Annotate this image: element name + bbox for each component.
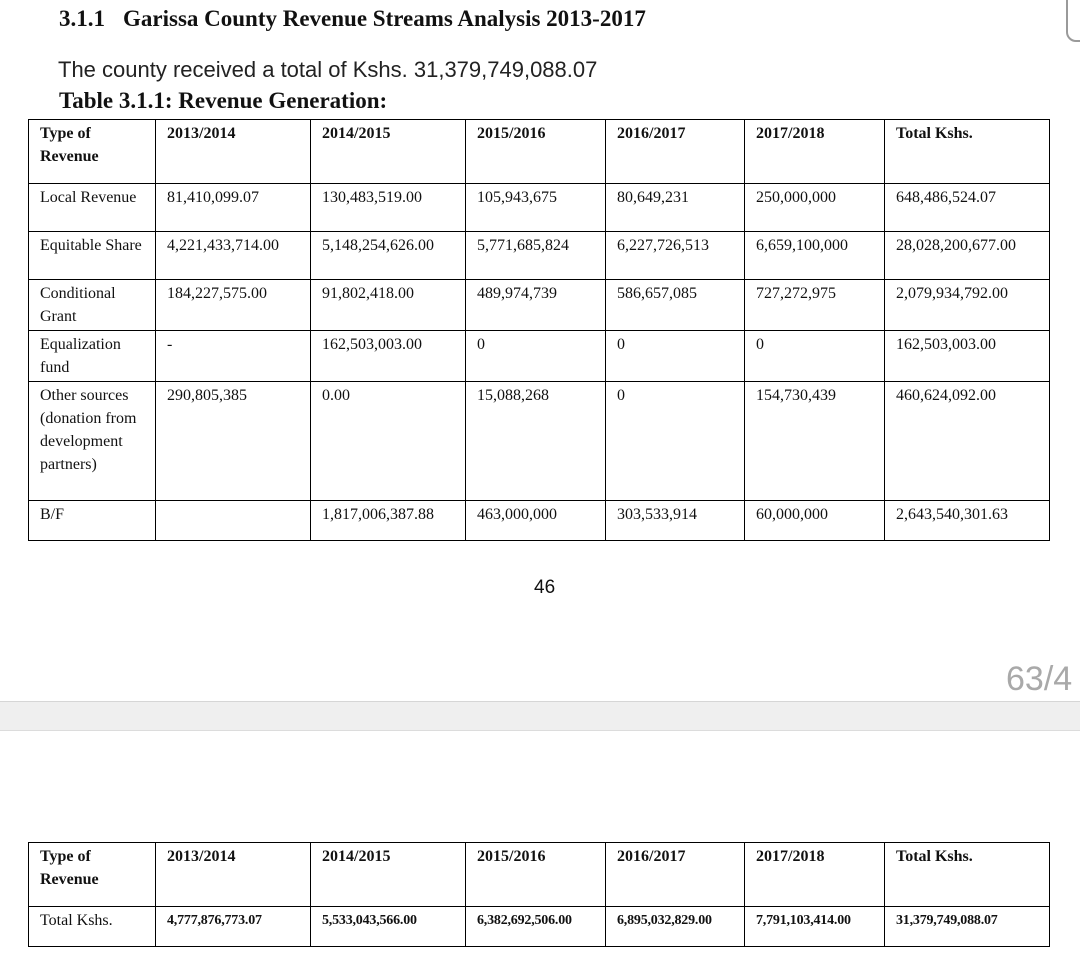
table-cell: 250,000,000	[745, 184, 885, 232]
table-cell: 15,088,268	[466, 382, 606, 501]
table-cell: -	[156, 331, 311, 382]
revenue-table-continued	[28, 842, 1050, 947]
table-row	[29, 280, 1050, 331]
table-row	[29, 184, 1050, 232]
table-cell: 648,486,524.07	[885, 184, 1050, 232]
column-header: 2016/2017	[606, 843, 745, 907]
column-header: 2016/2017	[606, 120, 745, 184]
table-cell: 6,659,100,000	[745, 232, 885, 280]
column-header: 2014/2015	[311, 120, 466, 184]
table-cell: 0.00	[311, 382, 466, 501]
table-cell: 1,817,006,387.88	[311, 501, 466, 541]
total-row	[29, 907, 1050, 947]
table-cell: 6,227,726,513	[606, 232, 745, 280]
column-header: Type of Revenue	[29, 843, 156, 907]
column-header: 2013/2014	[156, 120, 311, 184]
table-row	[29, 331, 1050, 382]
column-header: 2014/2015	[311, 843, 466, 907]
table-cell: 2,643,540,301.63	[885, 501, 1050, 541]
table-cell: 4,221,433,714.00	[156, 232, 311, 280]
column-header: Total Kshs.	[885, 120, 1050, 184]
column-header: 2015/2016	[466, 843, 606, 907]
table-cell: 91,802,418.00	[311, 280, 466, 331]
table-cell: 81,410,099.07	[156, 184, 311, 232]
table-cell	[156, 501, 311, 541]
table-cell: 162,503,003.00	[311, 331, 466, 382]
column-header: 2013/2014	[156, 843, 311, 907]
table-cell: 0	[745, 331, 885, 382]
table-cell: 105,943,675	[466, 184, 606, 232]
table-cell: 60,000,000	[745, 501, 885, 541]
page-separator	[0, 701, 1080, 731]
scroll-handle[interactable]	[1066, 0, 1080, 42]
table-cell: 162,503,003.00	[885, 331, 1050, 382]
table-cell: 727,272,975	[745, 280, 885, 331]
column-header: Type of Revenue	[29, 120, 156, 184]
table-cell: 460,624,092.00	[885, 382, 1050, 501]
section-heading	[59, 6, 646, 32]
table-cell: 5,148,254,626.00	[311, 232, 466, 280]
total-cell: 6,895,032,829.00	[606, 907, 745, 947]
column-header: Total Kshs.	[885, 843, 1050, 907]
page-counter: 63/4	[1006, 660, 1073, 698]
table-cell: 80,649,231	[606, 184, 745, 232]
table-cell: 28,028,200,677.00	[885, 232, 1050, 280]
total-cell: 31,379,749,088.07	[885, 907, 1050, 947]
total-cell: 4,777,876,773.07	[156, 907, 311, 947]
table-row	[29, 382, 1050, 501]
intro-text: The county received a total of Kshs. 31,379,749,088.07	[58, 57, 598, 82]
table-cell: 0	[606, 331, 745, 382]
revenue-table	[28, 119, 1050, 541]
row-label: Other sources (donation from development partners)	[29, 382, 156, 501]
row-label: Total Kshs.	[29, 907, 156, 947]
table-header-row	[29, 120, 1050, 184]
section-number: 3.1.1	[59, 6, 105, 31]
table-cell: 290,805,385	[156, 382, 311, 501]
table-header-row	[29, 843, 1050, 907]
total-cell: 6,382,692,506.00	[466, 907, 606, 947]
row-label: Conditional Grant	[29, 280, 156, 331]
page-number: 46	[534, 577, 556, 598]
row-label: Local Revenue	[29, 184, 156, 232]
column-header: 2017/2018	[745, 120, 885, 184]
table-cell: 130,483,519.00	[311, 184, 466, 232]
table-cell: 463,000,000	[466, 501, 606, 541]
table-cell: 0	[466, 331, 606, 382]
table-cell: 0	[606, 382, 745, 501]
table-row	[29, 232, 1050, 280]
section-title: Garissa County Revenue Streams Analysis 2013-2017	[123, 6, 646, 31]
table-cell: 5,771,685,824	[466, 232, 606, 280]
row-label: B/F	[29, 501, 156, 541]
table-cell: 489,974,739	[466, 280, 606, 331]
table-cell: 154,730,439	[745, 382, 885, 501]
total-cell: 7,791,103,414.00	[745, 907, 885, 947]
table-row	[29, 501, 1050, 541]
row-label: Equitable Share	[29, 232, 156, 280]
table-cell: 2,079,934,792.00	[885, 280, 1050, 331]
table-cell: 586,657,085	[606, 280, 745, 331]
table-caption: Table 3.1.1: Revenue Generation:	[59, 88, 388, 113]
table-cell: 303,533,914	[606, 501, 745, 541]
total-cell: 5,533,043,566.00	[311, 907, 466, 947]
table-cell: 184,227,575.00	[156, 280, 311, 331]
column-header: 2015/2016	[466, 120, 606, 184]
column-header: 2017/2018	[745, 843, 885, 907]
row-label: Equalization fund	[29, 331, 156, 382]
